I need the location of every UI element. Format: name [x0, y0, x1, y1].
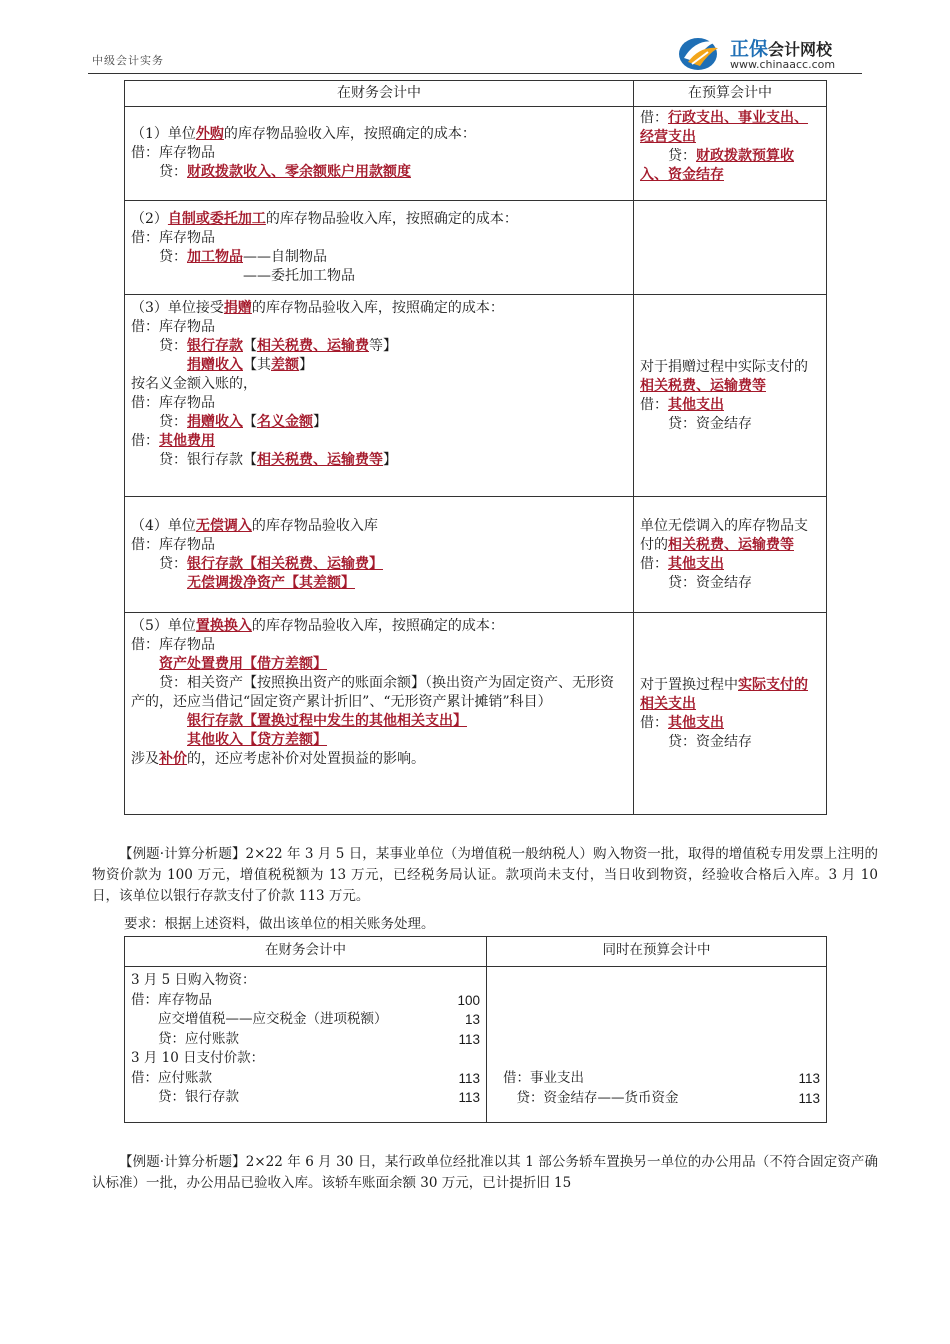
key-term: 捐赠收入	[187, 414, 243, 430]
key-term: 相关税费、运输费等	[640, 377, 766, 394]
bud-cell	[634, 201, 827, 295]
key-term: 加工物品	[187, 248, 243, 265]
bud-cell	[634, 613, 827, 815]
entry-line	[131, 163, 627, 182]
chinaacc-logo	[678, 26, 868, 74]
entry-line	[131, 731, 627, 750]
entry-text: 贷：银行存款【	[131, 452, 257, 468]
key-term: 无偿调拨净资产【其差额】	[187, 574, 355, 591]
journal-line	[503, 1089, 820, 1109]
entry-text: 的库存物品验收入库，按照确定的成本：	[223, 126, 476, 142]
entry-text: 【	[243, 338, 257, 354]
fin-entries	[125, 967, 487, 1123]
table-header-row	[125, 81, 827, 107]
bud-cell	[634, 107, 827, 201]
entry-text: ——自制物品	[243, 248, 327, 265]
table-row	[125, 107, 827, 201]
key-term: 差额	[271, 357, 299, 373]
entry-line	[131, 356, 627, 375]
entry-text: ——委托加工物品	[131, 267, 355, 284]
entry-line	[131, 318, 627, 337]
entry-text: 借：库存物品	[131, 229, 215, 246]
journal-amount: 100	[457, 992, 480, 1008]
key-term: 置换换入	[195, 618, 252, 634]
entry-text: 借：	[640, 555, 668, 572]
entry-text: 贷：	[131, 338, 187, 354]
col-budget-accounting: 同时在预算会计中	[487, 937, 827, 967]
accounting-comparison-table	[124, 80, 827, 815]
entry-text: 借：库存物品	[131, 637, 215, 653]
key-term: 捐赠收入	[187, 357, 243, 373]
journal-account: 借：应付账款	[131, 1069, 212, 1086]
entry-line	[640, 517, 820, 555]
entry-line	[640, 358, 820, 396]
entry-line	[131, 636, 627, 655]
key-term: 财政拨款收入、零余额账户用款额度	[187, 164, 411, 180]
journal-line	[131, 971, 480, 991]
logo-emblem-icon	[678, 32, 722, 72]
page-header	[0, 0, 950, 80]
entry-text: 贷：资金结存	[640, 733, 752, 750]
entry-line	[640, 415, 820, 434]
entry-line	[131, 248, 627, 267]
journal-account: 应交增值税——应交税金（进项税额）	[131, 1011, 388, 1027]
entry-line	[131, 555, 627, 574]
table-row	[125, 295, 827, 497]
key-term: 捐赠	[223, 300, 252, 316]
entry-line	[131, 125, 627, 144]
entry-line	[131, 337, 627, 356]
entry-text: 对于置换过程中	[640, 676, 738, 693]
journal-account: 贷：应付账款	[131, 1030, 239, 1047]
entry-text: 】	[299, 357, 313, 373]
entry-line	[640, 733, 820, 752]
key-term: 其他费用	[159, 433, 215, 449]
journal-amount: 113	[458, 1031, 480, 1047]
entry-line	[131, 144, 627, 163]
entry-line	[131, 750, 627, 769]
key-term: 银行存款	[187, 338, 243, 354]
entry-text: （2）	[131, 210, 168, 227]
journal-line	[131, 1010, 480, 1030]
entry-text: 借：	[640, 110, 668, 126]
table-row	[125, 497, 827, 613]
entry-text: 涉及	[131, 751, 159, 767]
entry-text: 的库存物品验收入库，按照确定的成本：	[265, 210, 518, 227]
entry-text: 借：	[640, 714, 668, 731]
key-term: 名义金额	[257, 414, 313, 430]
logo-title: 正保会计网校	[730, 38, 833, 60]
entry-line	[640, 109, 820, 147]
entry-text: 的，还应考虑补价对处置损益的影响。	[187, 751, 425, 767]
entry-text: 贷：	[131, 248, 187, 265]
entry-text: 的库存物品验收入库	[251, 517, 378, 534]
journal-account: 贷：银行存款	[131, 1089, 239, 1105]
entry-text: （1）单位	[131, 126, 196, 142]
key-term: 其他支出	[668, 396, 724, 413]
key-term: 自制或委托加工	[167, 210, 266, 227]
journal-account: 借：事业支出	[503, 1070, 584, 1086]
header-divider	[88, 73, 862, 74]
fin-cell	[125, 201, 634, 295]
table-row	[125, 613, 827, 815]
entry-text: 按名义金额入账的，	[131, 376, 257, 392]
entry-text	[131, 732, 187, 748]
journal-amount: 113	[798, 1071, 820, 1086]
journal-amount: 13	[464, 1012, 480, 1027]
table-header-row	[125, 937, 827, 967]
bud-entries	[487, 967, 827, 1123]
entry-text: 借：库存物品	[131, 319, 215, 335]
entry-text: 【	[243, 414, 257, 430]
entry-text: （4）单位	[131, 517, 196, 534]
entry-text	[131, 656, 159, 672]
journal-account: 3 月 10 日支付价款：	[131, 1050, 265, 1066]
entry-line	[131, 617, 627, 636]
entry-line	[131, 451, 627, 470]
journal-account: 贷：资金结存——货币资金	[503, 1089, 679, 1106]
entry-text: 借：	[640, 396, 668, 413]
journal-line	[131, 1030, 480, 1050]
table-row	[125, 201, 827, 295]
journal-line	[131, 991, 480, 1011]
entry-line	[131, 432, 627, 451]
example-1-paragraph: 【例题·计算分析题】2×22 年 3 月 5 日，某事业单位（为增值税一般纳税人）购入物资一批，取得的增值税专用发票上注明的物资价款为 100 万元，增值税税额为 13 万元，已经税务局认证。款项尚未支付，当日收到物资，经验收合格后入库。3 月 10 日，该单位以银行存款支付了价款 113 万元。	[92, 846, 878, 904]
key-term: 财政拨款预算收入、资金结存	[640, 148, 794, 183]
key-term: 实际支付的相关支出	[640, 676, 808, 712]
entry-line	[640, 396, 820, 415]
entry-line	[640, 147, 820, 185]
journal-account: 借：库存物品	[131, 991, 212, 1008]
key-term: 其他收入【贷方差额】	[187, 732, 327, 748]
entry-text: 等】	[369, 338, 397, 354]
journal-line	[131, 1088, 480, 1108]
entry-text: 的库存物品验收入库，按照确定的成本：	[251, 618, 504, 634]
entry-text	[131, 575, 187, 591]
entry-line	[640, 555, 820, 574]
key-term: 其他支出	[668, 714, 724, 731]
entry-line	[131, 655, 627, 674]
bud-cell	[634, 295, 827, 497]
entry-text: 贷：	[131, 555, 187, 572]
entry-text: 贷：	[640, 148, 696, 164]
entry-text: （5）单位	[131, 618, 196, 634]
header-section-label: 中级会计实务	[92, 54, 164, 67]
key-term: 相关税费、运输费	[257, 338, 369, 354]
col-financial-accounting: 在财务会计中	[125, 937, 487, 967]
example-1-solution-table	[124, 936, 827, 1123]
entry-text: 贷：资金结存	[640, 415, 752, 432]
entry-text: 借：	[131, 433, 159, 449]
entry-text: 贷：	[131, 164, 187, 180]
journal-account: 3 月 5 日购入物资：	[131, 972, 256, 988]
entry-text: 】	[383, 452, 397, 468]
entry-text: 贷：	[131, 414, 187, 430]
entry-line	[131, 210, 627, 229]
journal-amount: 113	[458, 1070, 480, 1086]
entry-text: 】	[313, 414, 327, 430]
journal-amount: 113	[798, 1090, 820, 1106]
entry-line	[640, 676, 820, 714]
entry-line	[131, 375, 627, 394]
entry-line	[131, 299, 627, 318]
bud-cell	[634, 497, 827, 613]
example-2-paragraph: 【例题·计算分析题】2×22 年 6 月 30 日，某行政单位经批准以其 1 部公务轿车置换另一单位的办公用品（不符合固定资产确认标准）一批，办公用品已验收入库。该轿车账面余额 30 万元，已计提折旧 15	[92, 1154, 878, 1191]
table-row	[125, 967, 827, 1123]
fin-cell	[125, 295, 634, 497]
entry-text: 贷：相关资产【按照换出资产的账面余额】（换出资产为固定资产、无形资产的，还应当借记“固定资产累计折旧”、“无形资产累计摊销”科目）	[131, 675, 614, 710]
key-term: 银行存款【置换过程中发生的其他相关支出】	[187, 713, 467, 729]
entry-line	[131, 413, 627, 432]
entry-line	[131, 712, 627, 731]
key-term: 其他支出	[668, 555, 724, 572]
key-term: 相关税费、运输费等	[257, 452, 383, 468]
entry-line	[131, 394, 627, 413]
entry-text: 对于捐赠过程中实际支付的	[640, 358, 808, 375]
entry-text: 单位无偿调入的库存物品支付的	[640, 517, 808, 553]
fin-cell	[125, 107, 634, 201]
logo-url: www.chinaacc.com	[730, 58, 836, 71]
entry-line	[131, 574, 627, 593]
entry-text	[131, 713, 187, 729]
entry-line	[131, 267, 627, 286]
entry-line	[131, 674, 627, 712]
key-term: 行政支出、事业支出、经营支出	[640, 110, 808, 145]
col-financial-accounting: 在财务会计中	[125, 81, 634, 107]
entry-line	[131, 536, 627, 555]
entry-line	[640, 714, 820, 733]
entry-text: 借：库存物品	[131, 145, 215, 161]
entry-text: 借：库存物品	[131, 395, 215, 411]
journal-line	[131, 1049, 480, 1069]
entry-text: 借：库存物品	[131, 536, 215, 553]
key-term: 补价	[159, 751, 187, 767]
journal-line	[131, 1069, 480, 1089]
entry-line	[640, 574, 820, 593]
journal-line	[503, 1069, 820, 1089]
entry-text: 的库存物品验收入库，按照确定的成本：	[251, 300, 504, 316]
entry-text	[131, 357, 187, 373]
key-term: 相关税费、运输费等	[668, 536, 794, 553]
key-term: 无偿调入	[195, 517, 252, 534]
example-1-requirement: 要求：根据上述资料，做出该单位的相关账务处理。	[124, 916, 435, 932]
journal-amount: 113	[458, 1090, 480, 1105]
fin-cell	[125, 613, 634, 815]
col-budget-accounting: 在预算会计中	[634, 81, 827, 107]
entry-line	[131, 229, 627, 248]
key-term: 外购	[195, 126, 224, 142]
entry-text: （3）单位接受	[131, 300, 224, 316]
fin-cell	[125, 497, 634, 613]
key-term: 资产处置费用【借方差额】	[159, 656, 327, 672]
key-term: 银行存款【相关税费、运输费】	[187, 555, 383, 572]
entry-text: 【其	[243, 357, 271, 373]
entry-text: 贷：资金结存	[640, 574, 752, 591]
entry-line	[131, 517, 627, 536]
